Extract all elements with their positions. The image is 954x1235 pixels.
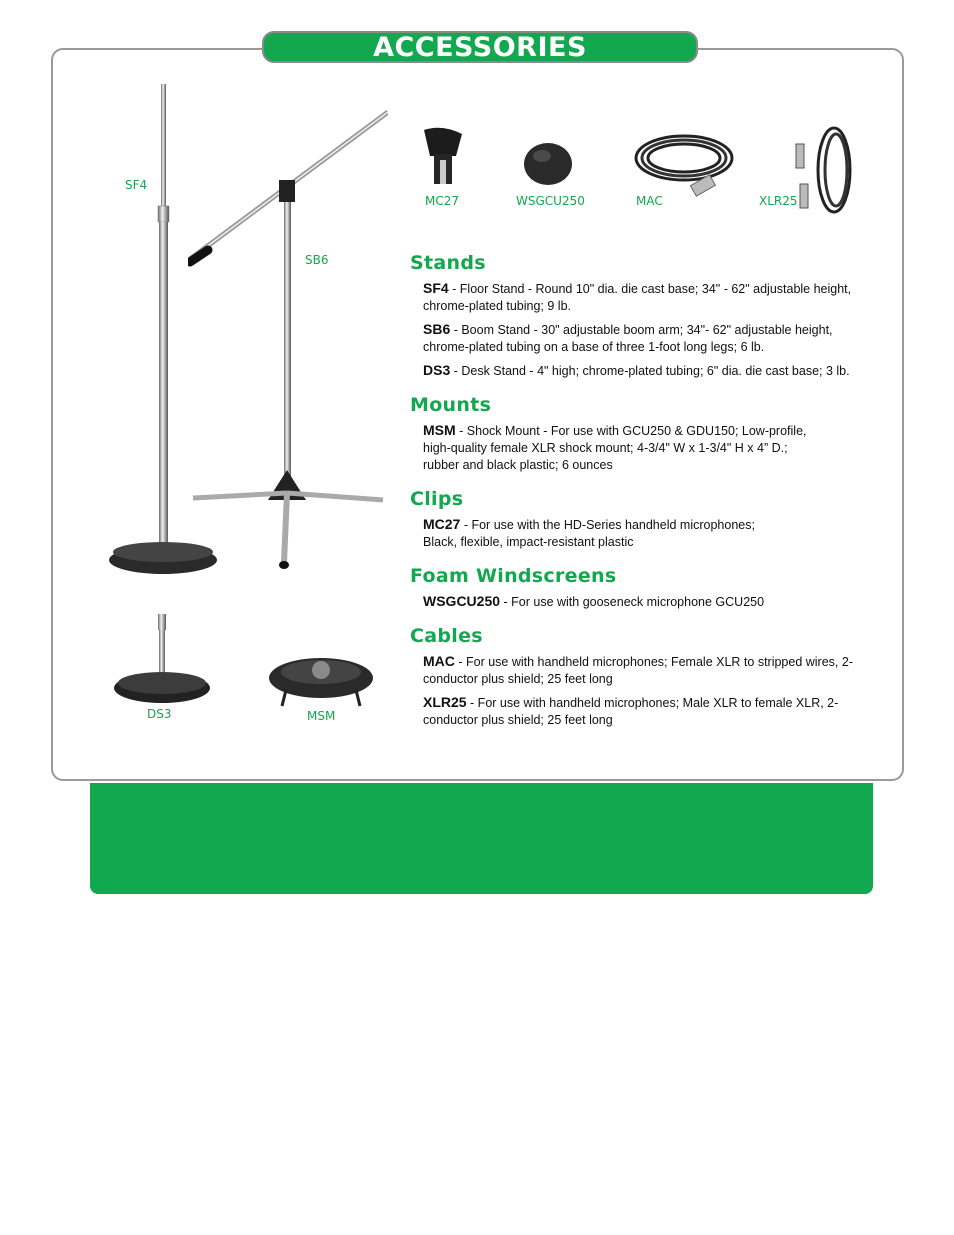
title-banner [262, 31, 698, 63]
item-code: MAC [423, 653, 455, 669]
mac-label: MAC [636, 194, 663, 208]
item-text: - For use with handheld microphones; Male XLR to female XLR, 2-conductor plus shield; 25 feet long [423, 696, 839, 727]
mc27-clip-image [418, 126, 468, 190]
sb6-label: SB6 [305, 253, 329, 267]
mc27-label: MC27 [425, 194, 460, 208]
spec-item [423, 593, 873, 611]
green-footer-block [90, 783, 873, 894]
item-text: - Floor Stand - Round 10" dia. die cast base; 34" - 62" adjustable height, chrome-plated tubing; 9 lb. [423, 282, 852, 313]
mounts-heading: Mounts [410, 394, 492, 416]
foam-windscreens-heading: Foam Windscreens [410, 565, 617, 587]
spec-item [423, 422, 823, 474]
item-text: - For use with gooseneck microphone GCU250 [500, 595, 765, 609]
stands-heading: Stands [410, 252, 486, 274]
spec-item [423, 280, 873, 315]
item-code: WSGCU250 [423, 593, 501, 609]
item-code: SB6 [423, 321, 451, 337]
cables-heading: Cables [410, 625, 483, 647]
item-text: - Desk Stand - 4" high; chrome-plated tubing; 6" dia. die cast base; 3 lb. [450, 364, 850, 378]
xlr25-label: XLR25 [759, 194, 798, 208]
spec-item [423, 516, 783, 551]
spec-item [423, 653, 868, 688]
sf4-label: SF4 [125, 178, 148, 192]
item-code: DS3 [423, 362, 451, 378]
item-code: SF4 [423, 280, 449, 296]
msm-shock-mount-image [266, 650, 376, 710]
item-code: MC27 [423, 516, 461, 532]
item-text: - Boom Stand - 30" adjustable boom arm; 34"- 62" adjustable height, chrome-plated tubing on a base of three 1-foot long legs; 6 lb. [423, 323, 833, 354]
item-text: - For use with handheld microphones; Female XLR to stripped wires, 2-conductor plus shield; 25 feet long [423, 655, 853, 686]
wsgcu250-windscreen-image [522, 140, 576, 190]
item-code: XLR25 [423, 694, 467, 710]
item-code: MSM [423, 422, 456, 438]
msm-label: MSM [307, 709, 336, 723]
spec-item [423, 362, 878, 380]
sb6-boom-stand-image [188, 108, 388, 573]
xlr25-cable-image [792, 124, 862, 218]
specifications [410, 252, 880, 729]
wsgcu250-label: WSGCU250 [516, 194, 585, 208]
clips-heading: Clips [410, 488, 464, 510]
item-text: - Shock Mount - For use with GCU250 & GDU150; Low-profile, high-quality female XLR shock mount; 4-3/4" W x 1-3/4" H x 4” D.; rubber and black plastic; 6 ounces [423, 424, 807, 472]
ds3-label: DS3 [147, 707, 172, 721]
spec-item [423, 694, 853, 729]
page-title: ACCESSORIES [373, 31, 587, 63]
item-text: - For use with the HD-Series handheld microphones; Black, flexible, impact-resistant plastic [423, 518, 755, 549]
spec-item [423, 321, 873, 356]
ds3-desk-stand-image [112, 612, 212, 704]
